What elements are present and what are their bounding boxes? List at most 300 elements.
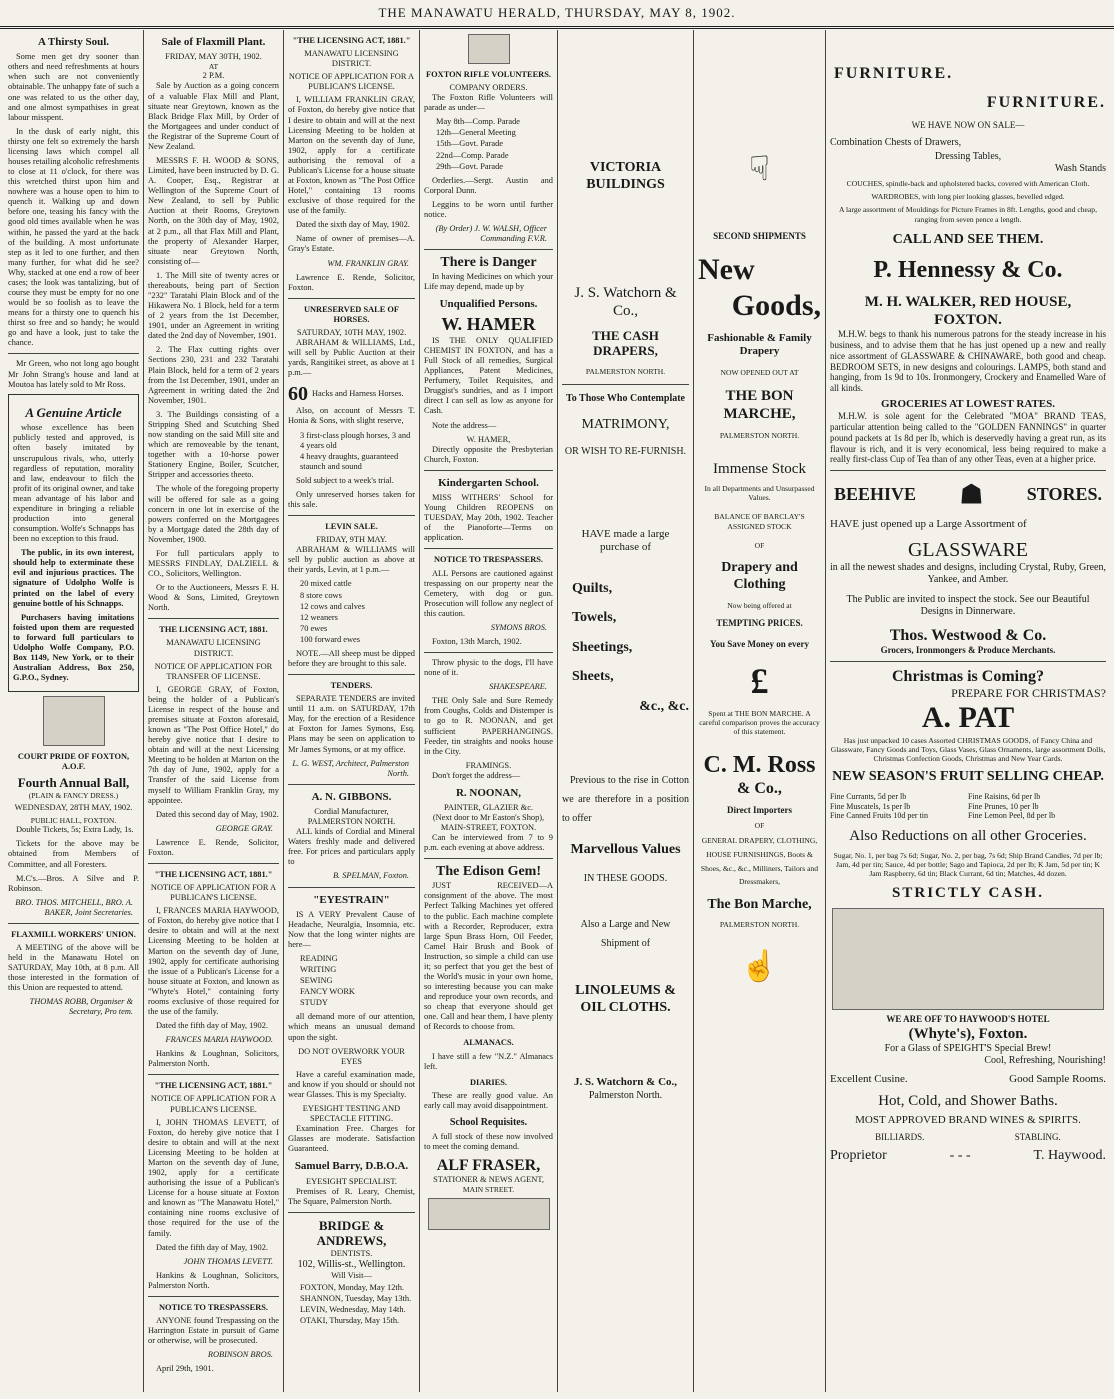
pointing-hand-icon: ☟	[749, 151, 770, 188]
horses-trial: Sold subject to a week's trial.	[296, 475, 394, 485]
westwood: Thos. Westwood & Co.	[889, 626, 1047, 644]
flaxmill-item: 3. The Buildings consisting of a Stripping Shed and Scutching Shed now standing on the said Mill site and which are removeable by the tenant, together with a 10-horse power Stationery Engine, Boiler, Scutcher, Stripper and accessories theeto.	[148, 409, 279, 480]
licensing-body: I, WILLIAM FRANKLIN GRAY, of Foxton, do hereby give notice that I desire to obtain and will at the next Licensing Meeting to be holden at Marton on the seventh day of June, 1902, apply for a certificate authorising the removal of a Publican's License for a house situate at Foxton, known as "The Post Office Hotel," containing 13 rooms exclusive of those required for the use of the family.	[288, 95, 415, 216]
marvellous: Marvellous Values	[570, 842, 681, 858]
noonan-hours: Can be interviewed from 7 to 9 p.m. each evening at above address.	[424, 833, 553, 853]
fashionable-drapery: Fashionable & Family Drapery	[707, 331, 812, 357]
linoleums: LINOLEUMS & OIL CLOTHS.	[575, 982, 676, 1015]
list-item: Fine Muscatels, 1s per lb	[830, 801, 911, 811]
quote-author: SHAKESPEARE.	[489, 682, 547, 692]
coach-banner: WE ARE OFF TO HAYWOOD'S HOTEL	[886, 1014, 1050, 1025]
levin-title: LEVIN SALE.	[325, 522, 378, 532]
drapery-clothing: Drapery and Clothing	[721, 559, 798, 592]
pat-name: A. PAT	[921, 701, 1015, 735]
danger-unqualified: Unqualified Persons.	[439, 298, 538, 311]
hamer-note: Note the address—	[432, 420, 497, 430]
licensing-signature: GEORGE GRAY.	[215, 823, 273, 833]
stores-label: STORES.	[1026, 483, 1102, 504]
flaxmill-time: 2 P.M.	[202, 71, 225, 81]
cool-refreshing: Cool, Refreshing, Nourishing!	[984, 1055, 1106, 1067]
palmerston-2: Palmerston North.	[588, 1089, 663, 1101]
divider	[562, 384, 689, 385]
glassware-body: in all the newest shades and designs, including Crystal, Ruby, Green, Yankee, and Amber.	[830, 561, 1106, 585]
departments: In all Departments and Unsurpassed Values.	[704, 484, 815, 503]
horses-date: SATURDAY, 10TH MAY, 1902.	[296, 327, 407, 337]
list-item: 12 cows and calves	[300, 601, 365, 611]
proprietor-row	[830, 1148, 1106, 1165]
immense-stock: Immense Stock	[713, 461, 806, 478]
proprietor-name: T. Haywood.	[1033, 1148, 1106, 1164]
rifle-title: FOXTON RIFLE VOLUNTEERS.	[426, 70, 551, 79]
licensing-solicitor: Hankins & Loughnan, Solicitors, Palmerston North.	[148, 1049, 279, 1069]
sample-rooms: Good Sample Rooms.	[1009, 1073, 1106, 1086]
wash-stands: Wash Stands	[1054, 163, 1106, 175]
palmerston-2: PALMERSTON NORTH.	[719, 919, 800, 929]
royal-crest-image	[468, 34, 510, 64]
trespass-signature: SYMONS BROS.	[490, 622, 547, 632]
divider	[148, 618, 279, 619]
divider	[288, 298, 415, 299]
eyestrain-title: "EYESTRAIN"	[313, 893, 390, 906]
ball-place: PUBLIC HALL, FOXTON.	[30, 816, 117, 826]
ross-name: C. M. Ross	[703, 751, 816, 778]
save-money: You Save Money on every	[710, 639, 809, 650]
licensing-signature: WM. FRANKLIN GRAY.	[327, 258, 409, 268]
dentists-visit: Will Visit—	[331, 1271, 372, 1281]
levin-note: NOTE.—All sheep must be dipped before they are brought to this sale.	[288, 648, 415, 668]
eyestrain-body: Have a careful examination made, and know if you should or should not wear Glasses. This is my Specialty.	[288, 1069, 415, 1099]
victoria-title: VICTORIA BUILDINGS	[586, 160, 665, 192]
licensing-notice: NOTICE OF APPLICATION FOR A PUBLICAN'S LICENSE.	[288, 72, 415, 92]
mouldings: A large assortment of Mouldings for Picture Frames in 8ft. Lengths, good and cheap, ranging from seven pence a length.	[839, 205, 1097, 224]
billiards: BILLIARDS.	[875, 1131, 925, 1142]
list-item: 20 mixed cattle	[300, 579, 352, 589]
ball-tickets: Double Tickets, 5s; Extra Lady, 1s.	[16, 825, 134, 835]
licensing-notice: NOTICE OF APPLICATION FOR TRANSFER OF LICENSE.	[154, 661, 273, 681]
reductions: Also Reductions on all other Groceries.	[849, 828, 1087, 844]
list-item: LEVIN, Wednesday, May 14th.	[300, 1305, 406, 1315]
licensing-solicitor: Lawrence E. Rende, Solicitor, Foxton.	[288, 272, 415, 292]
chests: Combination Chests of Drawers,	[830, 137, 962, 149]
list-item: Sheetings,	[572, 639, 633, 655]
list-item: Towels,	[572, 610, 617, 626]
on-sale: WE HAVE NOW ON SALE—	[911, 120, 1025, 131]
list-item: &c., &c.	[639, 698, 689, 714]
prepare-christmas: PREPARE FOR CHRISTMAS?	[951, 685, 1106, 700]
divider	[148, 1296, 279, 1297]
cuisine: Excellent Cusine.	[830, 1073, 908, 1086]
moa-body: M.H.W. is sole agent for the Celebrated "MOA" BRAND TEAS, particular attention being called to the "GOLDEN FANNINGS" in quarter pound packets at 1s 8d per lb, which is deservedly having a great run, as its flavour is rich, and it is very economical, less being required to make a really first-class Cup of Tea than of any other Teas, even at a higher price.	[830, 411, 1106, 465]
column-4	[420, 30, 558, 1392]
licensing-date: Dated the fifth day of May, 1902.	[156, 1021, 269, 1031]
gibbons-signature: B. SPELMAN, Foxton.	[332, 871, 409, 881]
licensing-body: I, JOHN THOMAS LEVETT, of Foxton, do hereby give notice that I desire to obtain and will at the next Licensing Meeting to be holden at Marton on the seventh day of June, 1902, apply for a certificate authorising the issue of a Publican's License for a house situate at Foxton and known as "The Manawatu Hotel," containing nine rooms exclusive of those required for the use of the family.	[148, 1117, 279, 1238]
list-item: READING	[300, 954, 338, 963]
of-text: OF	[754, 821, 765, 831]
second-shipments: SECOND SHIPMENTS	[713, 230, 806, 241]
purchase-text: HAVE made a large purchase of	[581, 527, 670, 553]
wardrobes: WARDROBES, with long pier looking glasses, bevelled edged.	[871, 192, 1065, 202]
stabling: STABLING.	[1014, 1131, 1061, 1142]
ad-title: A Genuine Article	[25, 404, 122, 420]
list-item: SEWING	[300, 976, 333, 986]
licensing-date: Dated the sixth day of May, 1902.	[296, 220, 410, 230]
rifle-body: The Foxton Rifle Volunteers will parade as under—	[424, 93, 553, 113]
column-2	[144, 30, 284, 1392]
hamer-address-detail: Directly opposite the Presbyterian Church, Foxton.	[424, 444, 553, 464]
article-paragraph: In the dusk of early night, this thirsty one felt so extremely the harsh licensing laws which compel all houses retailing alcoholic refreshments to close at 11 o'clock, for there was this wretched thirst upon him and nowhere was a house open to him to quench it. Walking up and down before one, teasing his fancy with the good old times available when he was within, he passed the yard at the back of the building. A most unfortunate step as it led to one further, and then many further, for what did he see? Why, stacked at one end a row of beer cases; the look was tantalizing, but of course they must be empty for no one would be so foolish as to leave the means for a thirsty one to quench his thirst so free and so handy; he would go and have a look, just to take the chance.	[8, 126, 139, 348]
list-item: 15th—Govt. Parade	[436, 139, 503, 149]
union-title: FLAXMILL WORKERS' UNION.	[11, 929, 136, 939]
licensing-signature: JOHN THOMAS LEVETT.	[183, 1256, 273, 1266]
fruit-heading: NEW SEASON'S FRUIT SELLING CHEAP.	[832, 769, 1104, 785]
dressing-tables: Dressing Tables,	[934, 151, 1002, 163]
list-item: Quilts,	[572, 581, 613, 597]
ross-co: & Co.,	[737, 780, 782, 798]
new-heading: New	[698, 252, 755, 286]
licensing-date: Dated this second day of May, 1902.	[156, 809, 279, 819]
strictly-cash: STRICTLY CASH.	[892, 885, 1044, 902]
fruit-list	[830, 792, 1106, 821]
licensing-district: MANAWATU LICENSING DISTRICT.	[166, 638, 261, 658]
trespass-body: ALL Persons are cautioned against trespassing on our property near the Cemetery, with dog or gun. Prosecution will follow any neglect of this caution.	[424, 568, 553, 618]
divider	[148, 863, 279, 864]
divider	[424, 249, 553, 250]
tenders-signature: L. G. WEST, Architect, Palmerston North.	[292, 758, 409, 778]
list-item: WRITING	[300, 965, 337, 975]
coach-illustration	[832, 908, 1104, 1010]
column-7	[826, 30, 1110, 1392]
list-item: Fine Raisins, 6d per lb	[968, 792, 1041, 802]
dentists-address: 102, Willis-st., Wellington.	[297, 1259, 406, 1271]
list-item: STUDY	[300, 998, 328, 1008]
trespass-body: ANYONE found Trespassing on the Harrington Estate in pursuit of Game or otherwise, will be prosecuted.	[148, 1315, 279, 1346]
these-goods: IN THESE GOODS.	[583, 872, 668, 884]
goods-heading: Goods,	[731, 288, 821, 322]
levin-list	[300, 579, 415, 644]
pound-sign: £	[750, 661, 769, 702]
flaxmill-title: Sale of Flaxmill Plant.	[161, 36, 266, 48]
goods-list	[562, 574, 689, 721]
ball-secretaries: BRO. THOS. MITCHELL, BRO. A. BAKER, Joint Secretaries.	[15, 897, 133, 917]
list-item: 4 heavy draughts, guaranteed staunch and sound	[300, 451, 399, 471]
ad-paragraph: Purchasers having imitations foisted upon them are requested to forward full particulars to Udolpho Wolfe Company, P.O. Box 1149, New York, or to their Australian Address, Box 250, G.P.O., Sydney.	[13, 612, 134, 683]
fraser-subtitle: STATIONER & NEWS AGENT,	[433, 1175, 544, 1185]
fraser-address: MAIN STREET.	[462, 1185, 515, 1195]
levin-body: ABRAHAM & WILLIAMS will sell by public auction as above at their yards, Levin, at 1 p.m.—	[288, 545, 415, 575]
danger-title: There is Danger	[440, 255, 537, 271]
horses-only: Only unreserved horses taken for this sale.	[288, 489, 415, 509]
eyestrain-body: all demand more of our attention, which means an unusual demand upon the sight.	[288, 1012, 415, 1042]
divider	[288, 784, 415, 785]
ball-tickets-info: Tickets for the above may be obtained from Members of Committee, and all Foresters.	[8, 839, 139, 869]
furniture-heading-1: FURNITURE.	[834, 65, 954, 82]
general-drapery: GENERAL DRAPERY, CLOTHING, HOUSE FURNISHINGS, Boots & Shoes, &c., &c., Milliners, Tailors and Dressmakers,	[700, 836, 819, 887]
barry-subtitle: EYESIGHT SPECIALIST.	[306, 1176, 397, 1186]
licensing-body: I, GEORGE GRAY, of Foxton, being the holder of a Publican's License in respect of the house and premises situate at Foxton aforesaid, known as "The Post Office Hotel," do hereby give notice that I desire to obtain and will at the next Licensing Meeting to be holden at Marton on the 7th day of June, 1902, apply for a Transfer of the said License from myself to William Franklin Gray, my appointee.	[148, 684, 279, 805]
flaxmill-item: 1. The Mill site of twenty acres or thereabouts, being part of Section "232" Taratahi Plain Block and of the Hikawera No. 1 Block, held for a term of 2 years from the 1st December, 1901, under an Agreement in writing dated the 2nd day of November, 1901.	[148, 270, 279, 341]
list-item: 12 weaners	[300, 612, 338, 622]
edison-body: JUST RECEIVED—A consignment of the above. The most Perfect Talking Machines yet offered to the public. Each machine complete with a Recorder, Reproducer, extra large Spun Brass Horn, Oil Feeder, Camel Hair Brush and Book of Instruction, so simple a child can use it; so perfect that you get the best of the World's music in your own home, so interesting because you can make and reproduce your own records, and so cheap that everyone should get one. Call and hear them, I have plenty of Records to choose from.	[424, 881, 553, 1032]
divider	[288, 1212, 415, 1213]
flaxmill-paragraph: The whole of the foregoing property will be offered for sale as a going concern in one lot in exercise of the powers conferred on the Mortgagees by a Mortgage dated the 28th day of November, 1900.	[148, 484, 279, 544]
list-item: SHANNON, Tuesday, May 13th.	[300, 1294, 412, 1304]
barry-address: Premises of R. Leary, Chemist, The Square, Palmerston North.	[288, 1186, 415, 1206]
list-item: Fine Prunes, 10 per lb	[968, 801, 1039, 811]
gibbons-body: ALL kinds of Cordial and Mineral Waters freshly made and delivered free. For prices and particulars apply to	[288, 827, 415, 867]
couches: COUCHES, spindle-back and upholstered backs, covered with American Cloth.	[846, 179, 1090, 189]
horses-body: ABRAHAM & WILLIAMS, Ltd., will sell by Public Auction at their yards, Rangitikei street, as above at 1 p.m.—	[288, 338, 415, 378]
walker-body: M.H.W. begs to thank his numerous patrons for the steady increase in his business, and to advise them that he has just opened up a new and really nice assortment of GLASSWARE & CHINAWARE, both good and cheap. BEDROOM SETS, in new designs and colourings. LAMPS, both stand and hanging, from 1s 9d to 10s. Ironmongery, Crockery and Enamelled Ware of all kinds.	[830, 329, 1106, 394]
flaxmill-paragraph: MESSRS F. H. WOOD & SONS, Limited, have been instructed by D. G. A. Cooper, Esq., Registrar at Wellington of the Supreme Court of New Zealand, to sell by Public Auction at their Rooms, Greytown North, on the 30th day of May, 1902, at 2 p.m., all that Flax Mill and Plant, the property of Alexander Harper, situate near Greytown North, consisting of—	[148, 156, 279, 266]
divider	[288, 515, 415, 516]
ball-title: Fourth Annual Ball,	[17, 775, 130, 791]
christmas-coming: Christmas is Coming?	[891, 667, 1044, 685]
divider	[8, 353, 139, 354]
licensing-title: "THE LICENSING ACT, 1881."	[154, 870, 273, 879]
sugar-prices: Sugar, No. 1, per bag 7s 6d; Sugar, No. 2, per bag, 7s 6d; Ship Brand Candles, 7d per lb; Jam, 4d per tin; Sauce, 4d per bottle; Sago and Tapioca, 2d per lb; K Jam, 5d per tin; K Jam Raspberry, 6d tin; Black Currant, 6d tin; Matches, 4d dozen.	[833, 851, 1103, 879]
licensing-owner: Name of owner of premises—A. Gray's Estate.	[288, 234, 415, 254]
flaxmill-at: AT	[208, 62, 219, 72]
licensing-notice: NOTICE OF APPLICATION FOR A PUBLICAN'S LICENSE.	[150, 883, 277, 903]
licensing-title: "THE LICENSING ACT, 1881."	[292, 36, 411, 45]
noonan-address: (Next door to Mr Easton's Shop), MAIN-STREET, FOXTON.	[432, 813, 545, 833]
baths: Hot, Cold, and Shower Baths.	[878, 1093, 1058, 1110]
beehive-label: BEEHIVE	[834, 483, 917, 504]
grocers: Grocers, Ironmongers & Produce Merchants.	[880, 644, 1056, 655]
divider	[148, 1074, 279, 1075]
beehive-header	[834, 479, 1102, 510]
diaries-title: DIARIES.	[469, 1077, 507, 1087]
amenities-row	[830, 1073, 1106, 1086]
column-6	[694, 30, 826, 1392]
refurnish: OR WISH TO RE-FURNISH.	[564, 445, 687, 457]
kindergarten-body: MISS WITHERS' School for Young Children REOPENS on TUESDAY, May 20th, 1902. Teacher of the Pianoforte—Terms on application.	[424, 493, 553, 543]
matrimony: MATRIMONY,	[581, 416, 670, 432]
being-offered: Now being offered at	[727, 601, 792, 611]
list-item: Sheets,	[572, 669, 614, 685]
school-body: A full stock of these now involved to meet the coming demand.	[424, 1131, 553, 1151]
divider	[424, 548, 553, 549]
rifle-signature: (By Order) J. W. WALSH, Officer Commanding F.V.R.	[435, 224, 547, 244]
hamer-address: W. HAMER,	[466, 434, 511, 444]
list-item: 22nd—Comp. Parade	[436, 150, 509, 160]
noonan-subtitle: PAINTER, GLAZIER &c.	[443, 803, 534, 813]
dentists-name: BRIDGE & ANDREWS,	[316, 1217, 387, 1249]
dentists-dates	[300, 1283, 415, 1326]
horses-count: 60	[288, 383, 308, 406]
school-title: School Requisites.	[449, 1116, 528, 1128]
ball-subtitle: (PLAIN & FANCY DRESS.)	[28, 790, 119, 800]
flaxmill-item: 2. The Flax cutting rights over Sections 230, 231 and 232 Taratahi Plain Block, held for a term of 2 years from the 1st December, 1901, under an Agreement in writing dated the 2nd November, 1901.	[148, 345, 279, 405]
licensing-title: "THE LICENSING ACT, 1881."	[154, 1081, 273, 1091]
trespass-title: NOTICE TO TRESPASSERS.	[159, 1302, 268, 1312]
pointing-up-icon: ☝	[740, 949, 779, 983]
tenders-body: SEPARATE TENDERS are invited until 11 a.m. on SATURDAY, 17th May, for the erection of a Residence at Foxton for James Symons, Esq. Plans may be seen on application to Mr James Symons, or at my office.	[288, 694, 415, 754]
union-body: A MEETING of the above will be held in the Manawatu Hotel on SATURDAY, May 10th, at 8 p.m. All those interested in the formation of this Union are requested to attend.	[8, 942, 139, 993]
column-5	[558, 30, 694, 1392]
divider	[8, 923, 139, 924]
eyestrain-testing: EYESIGHT TESTING AND SPECTACLE FITTING.	[302, 1104, 401, 1124]
divider	[288, 674, 415, 675]
or-text: OF	[754, 540, 765, 550]
horses-count-text: Hacks and Harness Horses.	[312, 389, 404, 399]
cash-drapers: THE CASH DRAPERS,	[592, 327, 659, 359]
list-item: Fine Canned Fruits 10d per tin	[830, 811, 928, 821]
court-crest-image	[43, 696, 105, 746]
eyestrain-body: Examination Free. Charges for Glasses are moderate. Satisfaction Guaranteed.	[288, 1124, 415, 1154]
billiards-row	[830, 1132, 1106, 1143]
list-item: Fine Lemon Peel, 8d per lb	[968, 811, 1056, 821]
licensing-date: Dated the fifth day of May, 1902.	[156, 1242, 269, 1252]
divider	[288, 887, 415, 888]
court-title: COURT PRIDE OF FOXTON, A.O.F.	[17, 752, 130, 772]
gibbons-title: A. N. GIBBONS.	[311, 790, 392, 803]
list-item: 8 store cows	[300, 590, 342, 600]
horses-list	[300, 431, 415, 472]
watchorn-name-2: J. S. Watchorn & Co.,	[573, 1076, 678, 1089]
masthead: THE MANAWATU HERALD, THURSDAY, MAY 8, 1902.	[0, 0, 1114, 29]
rifle-orderlies: Orderlies.—Sergt. Austin and Corporal Dunn.	[424, 175, 553, 195]
list-item: 100 forward ewes	[300, 634, 360, 644]
trespass-signature: ROBINSON BROS.	[207, 1350, 273, 1360]
list-item: 12th—General Meeting	[436, 128, 516, 138]
whytes-foxton: (Whyte's), Foxton.	[908, 1026, 1028, 1043]
kindergarten-title: Kindergarten School.	[438, 476, 539, 489]
ad-paragraph: whose excellence has been publicly tested and approved, is often basely imitated by unscrupulous rivals, who, utterly regardless of reputation, morality and law, endeavour to filch the profit of its original owner, and take mean advantage of his labor and expenditure in bringing a reliable production into general consumption. Wolfe's Schnapps has been no exception to this fraud.	[13, 423, 134, 544]
previous-text: Previous to the rise in Cotton we are therefore in a position to offer	[562, 775, 689, 825]
list-item: 70 ewes	[300, 623, 328, 633]
flaxmill-paragraph: For full particulars apply to MESSRS FINDLAY, DALZIELL & CO., Solicitors, Wellington.	[148, 548, 279, 579]
article-paragraph: Some men get dry sooner than others and need refreshments at hours when such are not conveniently obtainable. The unhappy fate of such a one was related to us the other day, and one almost sympathises in great labour misspent.	[8, 52, 139, 122]
speights: For a Glass of SPEIGHT'S Special Brew!	[884, 1043, 1052, 1055]
call-and-see: CALL AND SEE THEM.	[892, 231, 1044, 247]
diaries-body: These are really good value. An early call may avoid disappointment.	[424, 1090, 553, 1110]
noonan-dont-forget: Don't forget the address—	[432, 770, 521, 780]
hamer-body: IS THE ONLY QUALIFIED CHEMIST IN FOXTON, and has a Full Stock of all remedies, Surgical Appliances, Patent Medicines, Perfumery, Toilet Requisites, and Druggist's sundries, and as I import direct I can sell as low as anyone for Cash.	[424, 335, 553, 416]
divider	[424, 470, 553, 471]
trespass-title: NOTICE TO TRESPASSERS.	[434, 555, 543, 565]
balance: BALANCE OF BARCLAY'S ASSIGNED STOCK	[714, 512, 805, 531]
divider	[424, 652, 553, 653]
bon-marche-2: The Bon Marche,	[707, 897, 812, 913]
noonan-framings: FRAMINGS.	[465, 760, 512, 770]
beehive-icon: ☗	[959, 480, 984, 510]
schnapps-ad	[8, 394, 139, 693]
licensing-solicitor: Hankins & Loughnan, Solicitors, Palmerston North.	[148, 1270, 279, 1290]
list-item: OTAKI, Thursday, May 15th.	[300, 1316, 400, 1326]
contemplate: To Those Who Contemplate	[565, 392, 685, 404]
rifle-leggings: Leggins to be worn until further notice.	[424, 199, 553, 219]
rifle-orders: COMPANY ORDERS.	[449, 83, 528, 93]
column-1	[4, 30, 144, 1392]
rifle-parades	[436, 117, 553, 171]
tenders-title: TENDERS.	[330, 681, 373, 691]
groceries: GROCERIES AT LOWEST RATES.	[880, 397, 1056, 410]
palmerston: PALMERSTON NORTH.	[585, 366, 666, 376]
wines-spirits: MOST APPROVED BRAND WINES & SPIRITS.	[855, 1114, 1081, 1127]
divider	[830, 470, 1106, 471]
list-item: FOXTON, Monday, May 12th.	[300, 1283, 404, 1293]
trespass-date: Foxton, 13th March, 1902.	[432, 636, 522, 646]
eyestrain-body: IS A VERY Prevalent Cause of Headache, Neuralgia, Insomnia, etc. Now that the long winter nights are here—	[288, 909, 415, 949]
list-item: Fine Currants, 5d per lb	[830, 792, 907, 802]
tempting-prices: TEMPTING PRICES.	[716, 618, 803, 629]
public-invited: The Public are invited to inspect the stock. See our Beautiful Designs in Dinnerware.	[846, 593, 1090, 617]
ball-date: WEDNESDAY, 28TH MAY, 1902.	[14, 803, 133, 813]
noonan-body: THE Only Sale and Sure Remedy from Coughs, Colds and Distemper is to go to R. NOONAN, and get sufficient PAPERHANGINGS. Feeder, tin straights and nooks house in the City.	[424, 696, 553, 756]
apollo-ad-image	[428, 1198, 550, 1230]
licensing-notice: NOTICE OF APPLICATION FOR A PUBLICAN'S LICENSE.	[150, 1094, 277, 1114]
walker-title: M. H. WALKER, RED HOUSE, FOXTON.	[864, 294, 1072, 329]
flaxmill-paragraph: Sale by Auction as a going concern of a valuable Flax Mill and Plant, situate near Greytown, known as the Black Bridge Flax Mill, by Order of the Mortgagees and under conduct of the Registrar of the Supreme Court of New Zealand.	[148, 81, 279, 151]
opened-out: NOW OPENED OUT AT	[720, 367, 799, 377]
horses-count-row	[288, 382, 415, 406]
beehive-have: HAVE just opened up a Large Assortment of	[830, 518, 1027, 531]
almanacs-body: I have still a few "N.Z." Almanacs left.	[424, 1051, 553, 1071]
eyestrain-list	[300, 954, 415, 1008]
list-item: 29th—Govt. Parade	[436, 161, 503, 171]
horses-also: Also, on account of Messrs T. Honia & Sons, with slight reserve,	[288, 406, 415, 426]
licensing-solicitor: Lawrence E. Rende, Solicitor, Foxton.	[148, 837, 279, 857]
dentists-subtitle: DENTISTS.	[330, 1249, 373, 1259]
fraser-name: ALF FRASER,	[436, 1157, 541, 1175]
column-3	[284, 30, 420, 1392]
licensing-title: THE LICENSING ACT, 1881.	[159, 625, 268, 635]
pat-body: Has just unpacked 10 cases Assorted CHRISTMAS GOODS, of Fancy China and Glassware, Fancy Goods and Toys, Glass Vases, Glass Ornaments, large assortment Dolls, Christmas Confection Goods, Christmas and New Year Cards.	[830, 736, 1106, 764]
noonan-name: R. NOONAN,	[455, 786, 522, 799]
licensing-signature: FRANCES MARIA HAYWOOD.	[165, 1035, 273, 1045]
levin-date: FRIDAY, 9TH MAY.	[316, 535, 387, 545]
direct-importers: Direct Importers	[726, 804, 793, 815]
proprietor-dashes: - - -	[949, 1148, 971, 1164]
list-item: May 8th—Comp. Parade	[436, 117, 520, 127]
eyestrain-warning: DO NOT OVERWORK YOUR EYES	[298, 1046, 405, 1066]
divider	[830, 661, 1106, 662]
danger-body: In having Medicines on which your Life may depend, made up by	[424, 271, 553, 292]
hennessy: P. Hennessy & Co.	[873, 257, 1063, 284]
ball-mcs: M.C's.—Bros. A Silve and P. Robinson.	[8, 873, 139, 893]
almanacs-title: ALMANACS.	[463, 1038, 514, 1048]
news-item: Mr Green, who not long ago bought Mr John Strang's house and land at Moutoa has lately sold to Mr Ross.	[8, 359, 139, 389]
licensing-district: MANAWATU LICENSING DISTRICT.	[304, 49, 399, 69]
flaxmill-date: FRIDAY, MAY 30TH, 1902.	[165, 52, 262, 62]
proprietor-label: Proprietor	[830, 1148, 887, 1164]
licensing-body: I, FRANCES MARIA HAYWOOD, of Foxton, do hereby give notice that I desire to obtain and will at the next Licensing Meeting to be holden at Marton on the seventh day of June, 1902, apply for certificate authorising the issue of a Publican's License for a house situate at Foxton, and known as "Whyte's Hotel," containing forty rooms exclusive of those required for the use of the family.	[148, 906, 279, 1017]
union-signature: THOMAS ROBB, Organiser & Secretary, Pro tem.	[29, 997, 133, 1017]
flaxmill-paragraph: Or to the Auctioneers, Messrs F. H. Wood & Sons, Limited, Greytown North.	[148, 583, 279, 613]
list-item: FANCY WORK	[300, 987, 355, 997]
divider	[424, 858, 553, 859]
list-item: 3 first-class plough horses, 3 and 4 years old	[300, 430, 411, 450]
watchorn-name: J. S. Watchorn & Co.,	[574, 284, 677, 319]
gibbons-subtitle: Cordial Manufacturer, PALMERSTON NORTH.	[307, 806, 396, 827]
edison-title: The Edison Gem!	[435, 864, 541, 880]
also-text: Also a Large and New Shipment of	[580, 918, 671, 949]
spent-text: Spent at THE BON MARCHE. A careful comparison proves the accuracy of this statement.	[699, 709, 820, 737]
horses-title: UNRESERVED SALE OF HORSES.	[303, 304, 400, 324]
article-title: A Thirsty Soul.	[37, 36, 110, 48]
glassware: GLASSWARE	[907, 538, 1028, 561]
bon-marche: THE BON MARCHE,	[723, 388, 796, 423]
palmerston: PALMERSTON NORTH.	[719, 431, 800, 441]
quote: Throw physic to the dogs, I'll have none of it.	[424, 658, 553, 678]
hamer-name: W. HAMER	[441, 314, 536, 335]
ad-paragraph: The public, in its own interest, should help to exterminate these evil and injurious practices. The signature of Udolpho Wolfe is printed on the label of every genuine bottle of his Schnapps.	[13, 548, 134, 608]
furniture-heading-2: FURNITURE.	[986, 94, 1106, 112]
trespass-date: April 29th, 1901.	[156, 1364, 214, 1374]
barry-name: Samuel Barry, D.B.O.A.	[294, 1160, 409, 1173]
